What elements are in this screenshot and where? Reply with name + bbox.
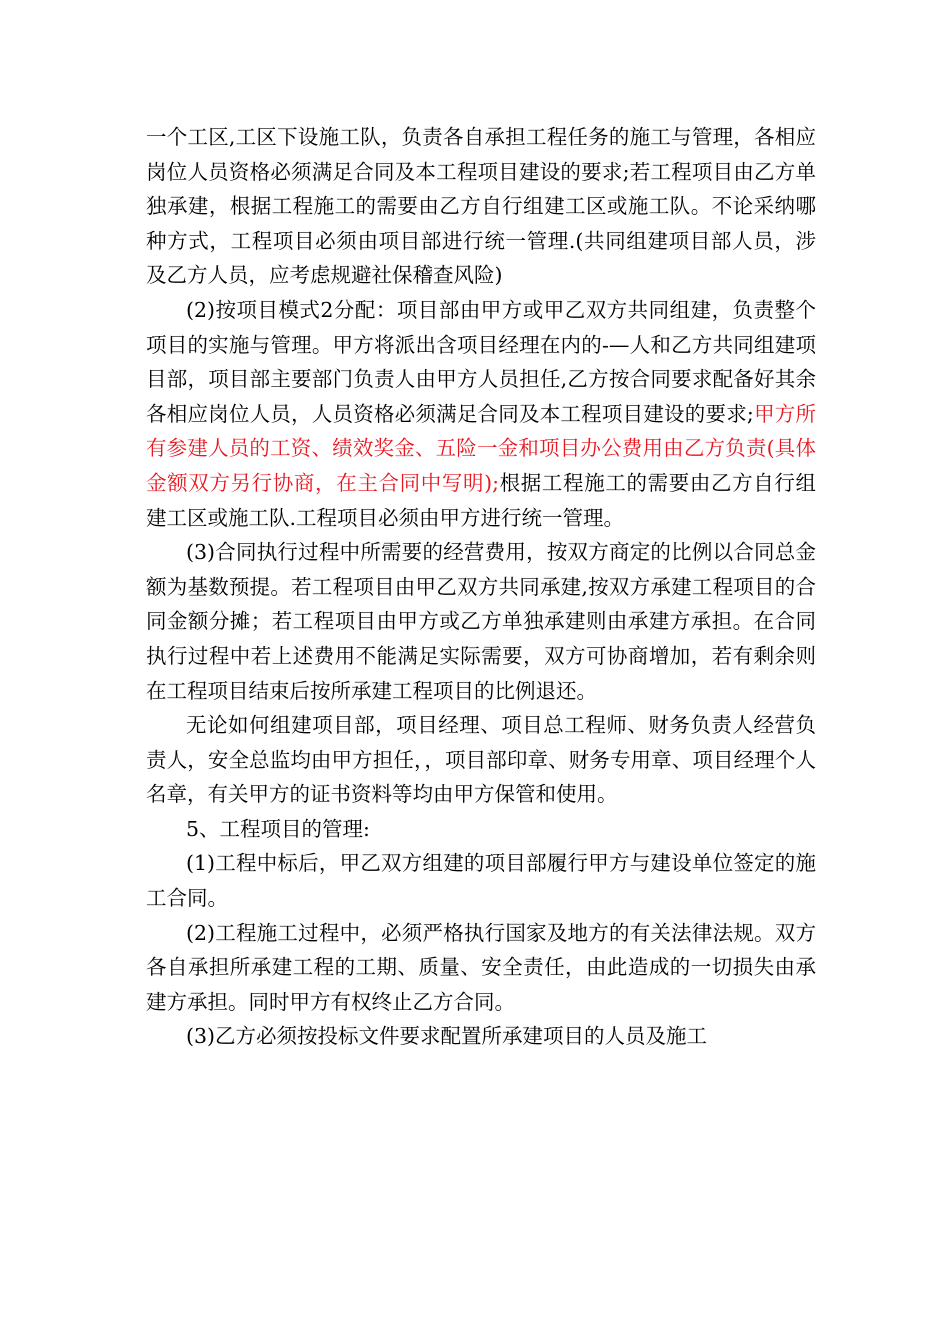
paragraph-2-text-a: (2)按项目模式2分配：项目部由甲方或甲乙双方共同组建，负责整个项目的实施与管理。甲方将派出含项目经理在内的-—人和乙方共同组建项目部，项目部主要部门负责人由甲方人员担任,乙方按合同要求配备好其余各相应岗位人员，人员资格必须满足合同及本工程项目建设的要求; [146, 297, 816, 426]
paragraph-6-item-1 [146, 846, 816, 915]
paragraph-1-text: 一个工区,工区下设施工队，负责各自承担工程任务的施工与管理，各相应岗位人员资格必须满足合同及本工程项目建设的要求;若工程项目由乙方单独承建，根据工程施工的需要由乙方自行组建工区或施工队。不论采纳哪种方式，工程项目必须由项目部进行统一管理.(共同组建项目部人员，涉及乙方人员，应考虑规避社保稽查风险) [146, 125, 816, 288]
paragraph-7-text: (2)工程施工过程中，必须严格执行国家及地方的有关法律法规。双方各自承担所承建工程的工期、质量、安全责任，由此造成的一切损失由承建方承担。同时甲方有权终止乙方合同。 [146, 920, 816, 1014]
paragraph-2-text-b: 根据工程施工的需要由乙方自行组建工区或施工队.工程项目必须由甲方进行统一管理。 [146, 470, 817, 530]
section-heading-5-text: 5、工程项目的管理: [186, 816, 370, 841]
paragraph-1 [146, 120, 816, 293]
paragraph-3-text: (3)合同执行过程中所需要的经营费用，按双方商定的比例以合同总金额为基数预提。若工程项目由甲乙双方共同承建,按双方承建工程项目的合同金额分摊；若工程项目由甲方或乙方单独承建则由承建方承担。在合同执行过程中若上述费用不能满足实际需要，双方可协商增加，若有剩余则在工程项目结束后按所承建工程项目的比例退还。 [146, 540, 816, 703]
paragraph-7-item-2 [146, 916, 816, 1020]
paragraph-2-mode-2 [146, 293, 816, 535]
paragraph-4-text: 无论如何组建项目部，项目经理、项目总工程师、财务负责人经营负责人，安全总监均由甲方担任，，项目部印章、财务专用章、项目经理个人名章，有关甲方的证书资料等均由甲方保管和使用。 [146, 713, 816, 807]
document-body [146, 120, 816, 1054]
paragraph-6-text: (1)工程中标后，甲乙双方组建的项目部履行甲方与建设单位签定的施工合同。 [146, 851, 816, 911]
section-heading-5 [146, 812, 816, 847]
paragraph-8-item-3 [146, 1019, 816, 1054]
paragraph-8-text: (3)乙方必须按投标文件要求配置所承建项目的人员及施工 [186, 1024, 708, 1049]
paragraph-2-highlighted-text: 甲方所有参建人员的工资、绩效奖金、五险一金和项目办公费用由乙方负责(具体金额双方另行协商，在主合同中写明); [146, 401, 817, 495]
paragraph-4-roles [146, 708, 816, 812]
paragraph-3-expenses [146, 535, 816, 708]
